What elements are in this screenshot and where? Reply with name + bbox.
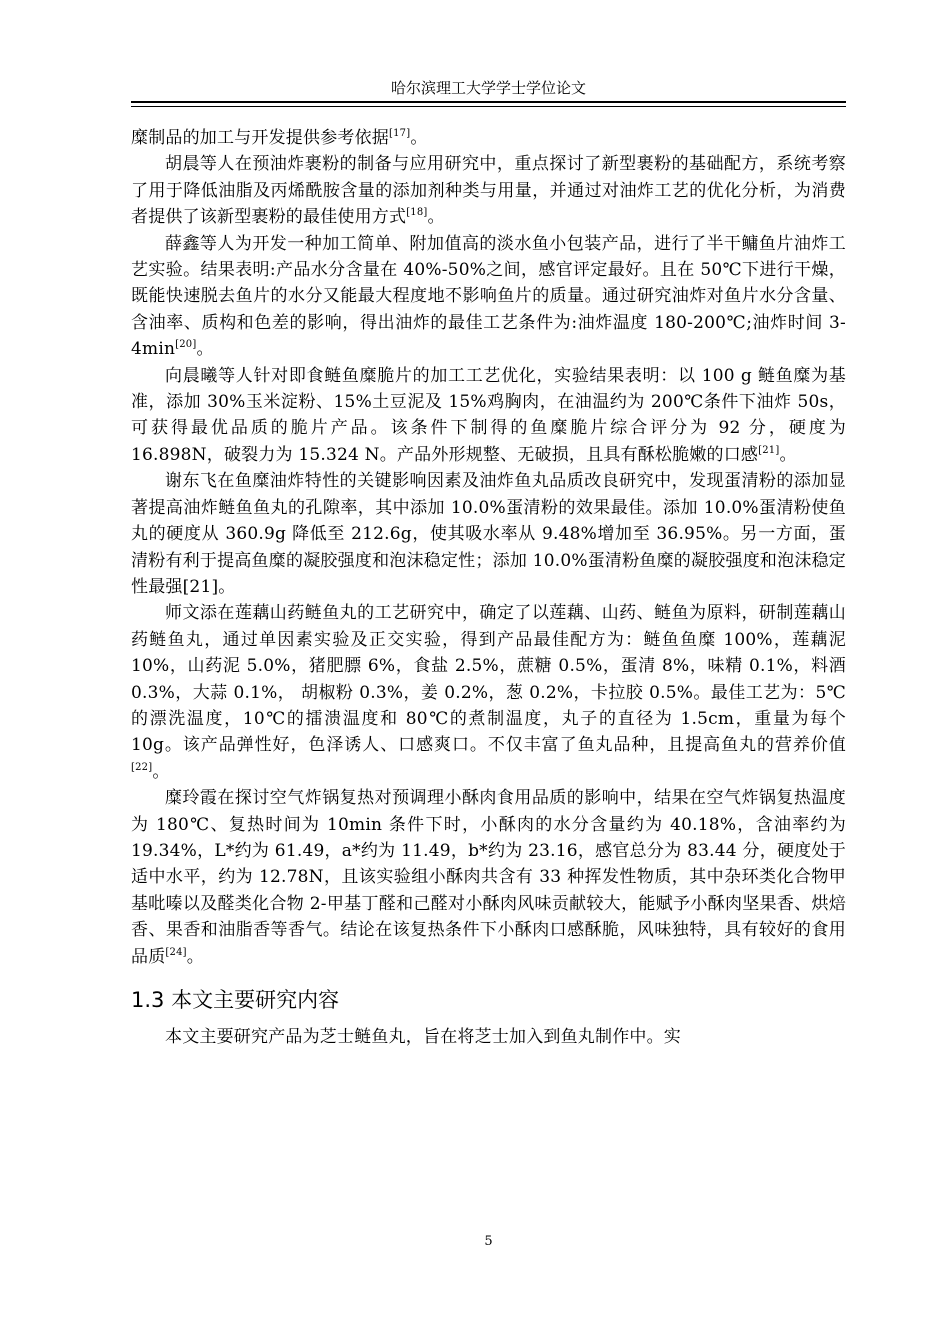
paragraph-xiang-chenxi <box>131 363 846 469</box>
citation-ref: [24] <box>165 946 187 958</box>
citation-ref: [20] <box>175 339 197 351</box>
body-text <box>131 125 846 1050</box>
paragraph-tail: 。 <box>779 444 797 465</box>
paragraph-mi-lingxia <box>131 785 846 970</box>
paragraph-tail: 。 <box>186 946 204 967</box>
paragraph-continuation <box>131 125 846 151</box>
header-rule-thick <box>131 101 846 103</box>
paragraph-text: 糜玲霞在探讨空气炸锅复热对预调理小酥肉食用品质的影响中，结果在空气炸锅复热温度为 180℃、复热时间为 10min 条件下时，小酥肉的水分含量约为 40.18%，含油率约为 19.34%，L*约为 61.49，a*约为 11.49，b*约为 23.16，感官总分为 83.44 分，硬度处于适中水平，约为 12.78N，且该实验组小酥肉共含有 33 种挥发性物质，其中杂环类化合物甲基吡嗪以及醛类化合物 2-甲基丁醛和己醛对小酥肉风味贡献较大，能赋予小酥肉坚果香、烘焙香、果香和油脂香等香气。结论在该复热条件下小酥肉口感酥脆，风味独特，具有较好的食用品质 <box>131 788 846 967</box>
paragraph-tail: 。 <box>410 128 428 148</box>
paragraph-text: 糜制品的加工与开发提供参考依据 <box>131 128 389 148</box>
paragraph-text: 胡晨等人在预油炸裹粉的制备与应用研究中，重点探讨了新型裹粉的基础配方，系统考察了用于降低油脂及丙烯酰胺含量的添加剂种类与用量，并通过对油炸工艺的优化分析，为消费者提供了该新型裹粉的最佳使用方式 <box>131 154 846 228</box>
header-rule-thin <box>131 106 846 107</box>
paragraph-tail: 。 <box>427 207 445 228</box>
paragraph-tail: 。 <box>196 339 214 360</box>
section-heading: 1.3 本文主要研究内容 <box>131 988 340 1012</box>
paragraph-shi-wentian <box>131 600 846 785</box>
paragraph-tail: 。 <box>152 761 170 782</box>
running-header: 哈尔滨理工大学学士学位论文 <box>390 79 586 97</box>
paragraph-text: 薛鑫等人为开发一种加工简单、附加值高的淡水鱼小包装产品，进行了半干鳙鱼片油炸工艺实验。结果表明:产品水分含量在 40%-50%之间，感官评定最好。且在 50℃下进行干燥，既能快速脱去鱼片的水分又能最大程度地不影响鱼片的质量。通过研究油炸对鱼片水分含量、含油率、质构和色差的影响，得出油炸的最佳工艺条件为:油炸温度 180-200℃;油炸时间 3-4min <box>131 233 846 360</box>
paragraph-hu-chen <box>131 151 846 230</box>
paragraph-xie-dongfei <box>131 468 846 600</box>
paragraph-xue-xin <box>131 231 846 363</box>
paragraph-section-intro: 本文主要研究产品为芝士鲢鱼丸，旨在将芝士加入到鱼丸制作中。实 <box>165 1027 681 1047</box>
page-number: 5 <box>484 1234 493 1249</box>
citation-ref: [18] <box>406 207 428 219</box>
paragraph-text: 谢东飞在鱼糜油炸特性的关键影响因素及油炸鱼丸品质改良研究中，发现蛋清粉的添加显著提高油炸鲢鱼鱼丸的孔隙率，其中添加 10.0%蛋清粉的效果最佳。添加 10.0%蛋清粉使鱼丸的硬度从 360.9g 降低至 212.6g，使其吸水率从 9.48%增加至 36.95%。另一方面，蛋清粉有利于提高鱼糜的凝胶强度和泡沫稳定性；添加 10.0%蛋清粉鱼糜的凝胶强度和泡沫稳定性最强[21]。 <box>131 471 847 597</box>
paragraph-text: 向晨曦等人针对即食鲢鱼糜脆片的加工工艺优化，实验结果表明：以 100 g 鲢鱼糜为基准，添加 30%玉米淀粉、15%土豆泥及 15%鸡胸肉，在油温约为 200℃条件下油炸 50s，可获得最优品质的脆片产品。该条件下制得的鱼糜脆片综合评分为 92 分，硬度为 16.898N，破裂力为 15.324 N。产品外形规整、无破损，且具有酥松脆嫩的口感 <box>131 365 846 465</box>
citation-ref: [17] <box>389 128 411 139</box>
citation-ref: [22] <box>131 761 153 773</box>
paragraph-text: 师文添在莲藕山药鲢鱼丸的工艺研究中，确定了以莲藕、山药、鲢鱼为原料，研制莲藕山药鲢鱼丸，通过单因素实验及正交实验，得到产品最佳配方为：鲢鱼鱼糜 100%，莲藕泥 10%，山药泥 5.0%，猪肥膘 6%，食盐 2.5%，蔗糖 0.5%，蛋清 8%，味精 0.1%，料酒 0.3%，大蒜 0.1%， 胡椒粉 0.3%，姜 0.2%，葱 0.2%，卡拉胶 0.5%。最佳工艺为：5℃的漂洗温度，10℃的擂溃温度和 80℃的煮制温度，丸子的直径为 1.5cm，重量为每个 10g。该产品弹性好，色泽诱人、口感爽口。不仅丰富了鱼丸品种，且提高鱼丸的营养价值 <box>131 603 846 756</box>
citation-ref: [21] <box>758 444 780 456</box>
